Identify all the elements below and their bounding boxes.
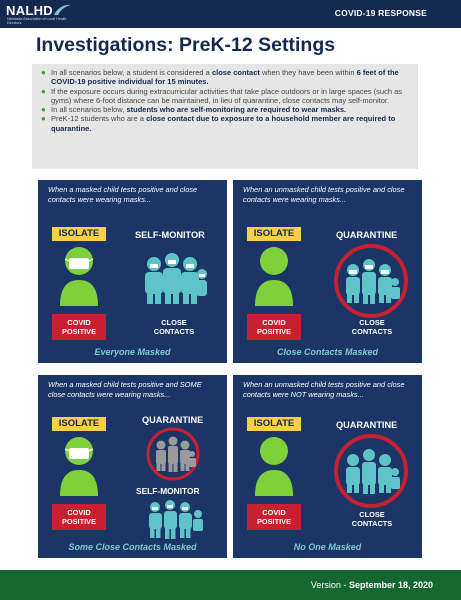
self-monitor-label: SELF-MONITOR [135,230,205,240]
intro-box [32,64,418,169]
intro-list [40,68,410,133]
header-tag: COVID-19 RESPONSE [334,8,427,18]
bullet-icon: ● [41,68,46,77]
close-contacts-label: CLOSE CONTACTS [351,318,393,336]
intro-bullet-2: ● If the exposure occurs during extracurricular activities that take place outdoors or in large spaces (such as gyms) where 6-foot distance can be maintained, in lieu of quarantine, close contacts may self-monitor. [41,86,403,105]
unmasked-child-icon [247,244,301,314]
panel-caption: Close Contacts Masked [276,347,379,357]
panel-description: When an unmasked child tests positive and close contacts were wearing masks... [243,185,405,204]
bullet-icon: ● [41,114,46,124]
isolate-label: ISOLATE [52,227,106,241]
quarantine-label: QUARANTINE [142,415,204,425]
quarantine-contacts-icon [145,426,201,482]
isolate-label: ISOLATE [247,227,301,241]
panel-caption: Some Close Contacts Masked [68,542,197,552]
quarantine-label: QUARANTINE [336,230,398,240]
close-contacts-label: CLOSE CONTACTS [153,318,195,336]
panel-description: When an unmasked child tests positive and close contacts were NOT wearing masks... [243,380,405,399]
close-contacts-label: CLOSE CONTACTS [351,510,393,528]
page-title: Investigations: PreK-12 Settings [36,34,336,56]
masked-close-contacts-icon [143,498,207,540]
unmasked-child-icon [247,434,301,504]
bullet-icon: ● [41,105,46,115]
panel-caption: No One Masked [293,542,362,552]
panel-some-close-contacts-masked [38,375,227,558]
logo-text: NALHD [6,3,53,18]
quarantine-label: QUARANTINE [336,420,398,430]
panel-everyone-masked [38,180,227,363]
masked-child-icon [52,244,106,314]
covid-positive-badge: COVID POSITIVE [52,314,106,340]
intro-bullet-3: ● In all scenarios below, students who are self-monitoring are required to wear masks. [41,105,347,115]
panel-caption: Everyone Masked [94,347,171,357]
logo-subtitle: Nebraska Association of Local Health Directors [7,17,67,25]
panel-description: When a masked child tests positive and close contacts were wearing masks... [48,185,198,204]
panel-description: When a masked child tests positive and SOME close contacts were wearing masks... [48,380,202,399]
bullet-icon: ● [41,86,46,96]
masked-child-icon [52,434,106,504]
version-text: Version - September 18, 2020 [310,580,433,590]
panel-close-contacts-masked [233,180,422,363]
covid-positive-badge: COVID POSITIVE [52,504,106,530]
isolate-label: ISOLATE [247,417,301,431]
header-bar [0,0,461,28]
footer-bar [0,570,461,600]
masked-close-contacts-icon [140,250,208,306]
intro-bullet-1: ● In all scenarios below, a student is considered a close contact when they have been within 6 feet of the COVID-19 positive individual for 15 minutes. [41,68,399,87]
logo-swoosh-icon [52,3,72,17]
quarantine-contacts-icon [332,242,410,320]
nalhd-logo [6,3,86,25]
panel-no-one-masked [233,375,422,558]
covid-positive-badge: COVID POSITIVE [247,314,301,340]
covid-positive-badge: COVID POSITIVE [247,504,301,530]
quarantine-contacts-icon [332,432,410,510]
intro-bullet-4: ● PreK-12 students who are a close contact due to exposure to a household member are required to quarantine. [41,114,396,133]
self-monitor-label: SELF-MONITOR [136,486,200,496]
isolate-label: ISOLATE [52,417,106,431]
